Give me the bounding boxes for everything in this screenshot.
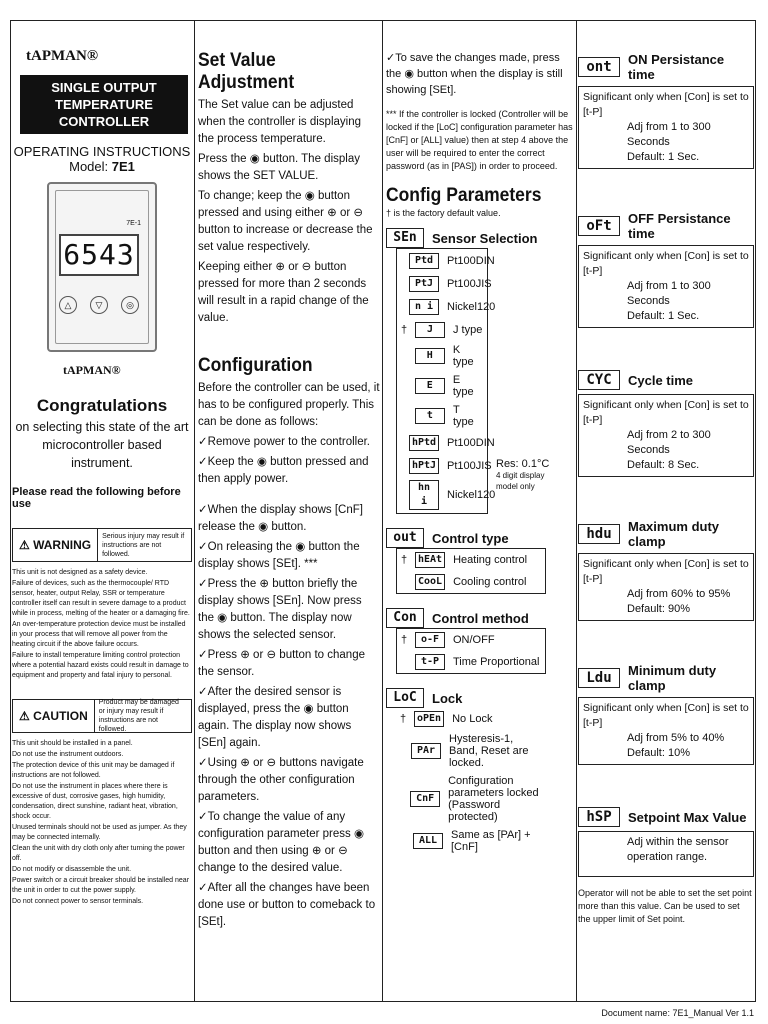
option-label: Cooling control — [453, 576, 527, 588]
brand-logo: tAPMAN® — [26, 48, 99, 64]
device-buttons — [59, 296, 139, 314]
resolution-note: Res: 0.1°C 4 digit display model only — [496, 458, 550, 491]
option-row — [397, 431, 495, 454]
lock-options — [396, 708, 546, 856]
segment-code: ont — [578, 57, 620, 77]
model-line: Model: 7E1 — [69, 159, 135, 174]
enter-icon: ◎ — [121, 296, 139, 314]
option-label: Pt100DIN — [447, 436, 495, 449]
option-row: † hEAt Heating control — [401, 554, 528, 566]
param-block: ont ON Persistance time Significant only when [Con] is set to [t-P] Adj from 1 to 300 Seconds Default: 1 Sec. — [578, 52, 754, 169]
segment-code: hdu — [578, 524, 620, 544]
segment-code: t — [415, 408, 445, 424]
option-row — [397, 272, 492, 295]
option-row — [396, 772, 546, 826]
option-row — [397, 249, 495, 272]
segment-code: hEAt — [415, 552, 445, 568]
option-label: T type — [452, 404, 474, 428]
column-divider — [576, 20, 577, 1002]
param-card: Significant only when [Con] is set to [t-P] Adj from 1 to 300 Seconds Default: 1 Sec. — [578, 86, 754, 169]
device-logo: tAPMAN® — [63, 363, 121, 377]
warning-box: ⚠ WARNING Serious injury may result if instructions are not followed. — [12, 528, 192, 562]
option-label: Pt100JIS — [447, 459, 492, 472]
output-options — [396, 548, 546, 594]
factory-note: † is the factory default value. — [386, 208, 501, 218]
document-name: Document name: 7E1_Manual Ver 1.1 — [601, 1008, 754, 1018]
operating-instructions: OPERATING INSTRUCTIONS — [13, 144, 191, 159]
segment-code: oFt — [578, 216, 620, 236]
option-row — [397, 295, 496, 318]
device-display: 6543 — [59, 234, 139, 276]
option-row — [396, 730, 546, 772]
option-label: Pt100JIS — [447, 277, 492, 290]
segment-code: CooL — [415, 574, 445, 590]
set-value-text: The Set value can be adjusted when the controller is displaying the process temperature. Press the ◉ button. The display shows the SET VALUE. To change; keep the ◉ button pressed and using either ⊕ or ⊖ button to increase or decrease the set value respectively. Keeping either ⊕ or ⊖ button pressed for more than 2 seconds will result in a rapid change of the value. — [198, 99, 373, 324]
segment-code: Ptd — [409, 253, 439, 269]
segment-code: o-F — [415, 632, 445, 648]
segment-code: oPEn — [414, 711, 444, 727]
option-label: Nickel120 — [447, 489, 496, 501]
segment-code: E — [415, 378, 445, 394]
segment-code: hn i — [409, 480, 439, 510]
control-options — [396, 628, 546, 674]
product-title: SINGLE OUTPUT TEMPERATURE CONTROLLER — [20, 75, 188, 134]
segment-code: n i — [409, 299, 439, 315]
configuration-heading: Configuration — [198, 355, 313, 376]
up-icon: △ — [59, 296, 77, 314]
device-illustration: 7E-1 6543 △ ▽ ◎ tAPMAN® — [47, 182, 157, 352]
caution-list: This unit should be installed in a panel. Do not use the instrument outdoors. The protection device of this unit may be damaged if instructions are not followed. Do not use the instrument in places where there is excessive of dust, corrosive gases, high humidity, condensation, direct sunshine, radiant heat, vibration, shock occur. Unused terminals should not be used as jumper. As they may be connected internally. Clean the unit with dry cloth only after turning the power off. Do not modify or disassemble the unit. Power switch or a circuit breaker should be installed near the unit in order to cut the power supply. Do not connect power to sensor terminals. — [12, 740, 190, 905]
segment-code: CYC — [578, 370, 620, 390]
column-divider — [194, 20, 195, 1002]
option-row — [397, 454, 492, 477]
option-label: Heating control — [453, 554, 528, 566]
param-block: hdu Maximum duty clamp Significant only when [Con] is set to [t-P] Adj from 60% to 95% Default: 90% — [578, 519, 754, 621]
param-block: CYC Cycle time Significant only when [Con] is set to [t-P] Adj from 2 to 300 Seconds Default: 8 Sec. — [578, 370, 754, 477]
param-block-hsp: hSP Setpoint Max Value Adj within the sensor operation range. Operator will not be able to set the set point more than this value. Can be used to set the upper limit of Set point. — [578, 807, 754, 926]
param-block: oFt OFF Persistance time Significant only when [Con] is set to [t-P] Adj from 1 to 300 Seconds Default: 1 Sec. — [578, 211, 754, 328]
sensor-options — [396, 248, 496, 514]
warning-list: This unit is not designed as a safety device. Failure of devices, such as the thermocouple/ RTD sensor, heater, output Relay, SSR or temperature controller itself can result in severe damage to a product while in process, melting of the heater or a damaging fire. An over-temperature protection device must be installed in your process that will remove all power from the heating circuit if the above failure occurs. Failure to install temperature limiting control protection where a potential hazard exists could result in damage to equipment and property and fatal injury to personal. — [12, 569, 190, 679]
segment-code: CnF — [410, 791, 440, 807]
segment-code: t-P — [415, 654, 445, 670]
param-card: Significant only when [Con] is set to [t-P] Adj from 2 to 300 Seconds Default: 8 Sec. — [578, 394, 754, 477]
option-row: † J J type — [401, 323, 483, 336]
column-divider — [382, 20, 383, 1002]
segment-code: PAr — [411, 743, 441, 759]
param-output: out Control type — [386, 528, 574, 548]
congratulations-text: on selecting this state of the art microcontroller based instrument. — [15, 420, 189, 470]
down-icon: ▽ — [90, 296, 108, 314]
column-config — [386, 20, 574, 1002]
warning-label: ⚠ WARNING — [13, 529, 98, 561]
caution-label: ⚠ CAUTION — [13, 700, 95, 732]
configuration-text: Before the controller can be used, it has to be configured properly. This can be done as follows: ✓Remove power to the controller. ✓Keep the ◉ button pressed and then apply power. ✓When the display shows [CnF] release the ◉ button. ✓On releasing the ◉ button the display shows [SEt]. *** ✓Press the ⊕ button briefly the display shows [SEn]. Now press the ◉ button. The display now shows the selected sensor. ✓Press ⊕ or ⊖ button to change the sensor. ✓After the desired sensor is displayed, press the ◉ button again. The display now shows [SEn] again. ✓Using ⊕ or ⊖ buttons navigate through the other configuration parameters. ✓To change the value of any configuration parameter press ◉ button and then using ⊕ or ⊖ change to the desired value. ✓After all the changes have been done use or button to comeback to [SEt]. — [198, 382, 380, 928]
option-row — [397, 477, 496, 513]
caution-box: ⚠ CAUTION Product may be damaged or injury may result if instructions are not followed. — [12, 699, 192, 733]
locked-note: *** If the controller is locked (Controller will be locked if the [LoC] configuration parameter has [CnF] or [ALL] value) then at step 4 above the user will be required to enter the correct password (as in [PAS]) in order to proceed. — [386, 109, 573, 171]
option-label: Same as [PAr] + [CnF] — [450, 829, 531, 853]
option-row — [396, 826, 546, 856]
segment-code: H — [415, 348, 445, 364]
option-row: † o-F ON/OFF — [401, 634, 495, 646]
param-sensor: SEn Sensor Selection — [386, 228, 574, 248]
param-card: Significant only when [Con] is set to [t-P] Adj from 60% to 95% Default: 90% — [578, 553, 754, 621]
segment-code: ALL — [413, 833, 443, 849]
option-label: No Lock — [452, 713, 493, 725]
option-row — [397, 401, 487, 431]
segment-code: hPtd — [409, 435, 439, 451]
option-label: ON/OFF — [453, 634, 495, 646]
option-row — [397, 651, 545, 673]
segment-code: hPtJ — [409, 458, 439, 474]
column-intro — [12, 20, 192, 1002]
option-label: Pt100DIN — [447, 254, 495, 267]
option-row — [397, 371, 487, 401]
param-lock: LoC Lock — [386, 688, 574, 708]
option-row — [397, 571, 545, 593]
segment-code: J — [415, 322, 445, 338]
segment-code: Ldu — [578, 668, 620, 688]
option-row — [397, 341, 487, 371]
column-timing — [578, 20, 754, 1002]
option-label: Configuration parameters locked (Password protected) — [448, 775, 539, 823]
option-label: Hysteresis-1, Band, Reset are locked. — [449, 733, 529, 769]
option-label: E type — [452, 374, 474, 398]
segment-code: PtJ — [409, 276, 439, 292]
option-label: Time Proportional — [453, 656, 540, 668]
option-label: J type — [453, 323, 483, 336]
param-card: Significant only when [Con] is set to [t-P] Adj from 5% to 40% Default: 10% — [578, 697, 754, 765]
option-row: † oPEn No Lock — [400, 713, 493, 725]
config-parameters-heading: Config Parameters — [386, 185, 542, 206]
param-control: Con Control method — [386, 608, 574, 628]
save-text: ✓To save the changes made, press the ◉ button when the display is still showing [SEt]. — [386, 52, 563, 96]
congratulations-heading: Congratulations — [36, 396, 168, 415]
param-block: Ldu Minimum duty clamp Significant only when [Con] is set to [t-P] Adj from 5% to 40% Default: 10% — [578, 663, 754, 765]
please-read: Please read the following before use — [12, 486, 181, 510]
param-card: Significant only when [Con] is set to [t-P] Adj from 1 to 300 Seconds Default: 1 Sec. — [578, 245, 754, 328]
option-label: Nickel120 — [447, 300, 496, 313]
column-setvalue — [198, 20, 380, 1002]
option-label: K type — [452, 344, 474, 368]
set-value-heading: Set Value Adjustment — [198, 50, 295, 93]
